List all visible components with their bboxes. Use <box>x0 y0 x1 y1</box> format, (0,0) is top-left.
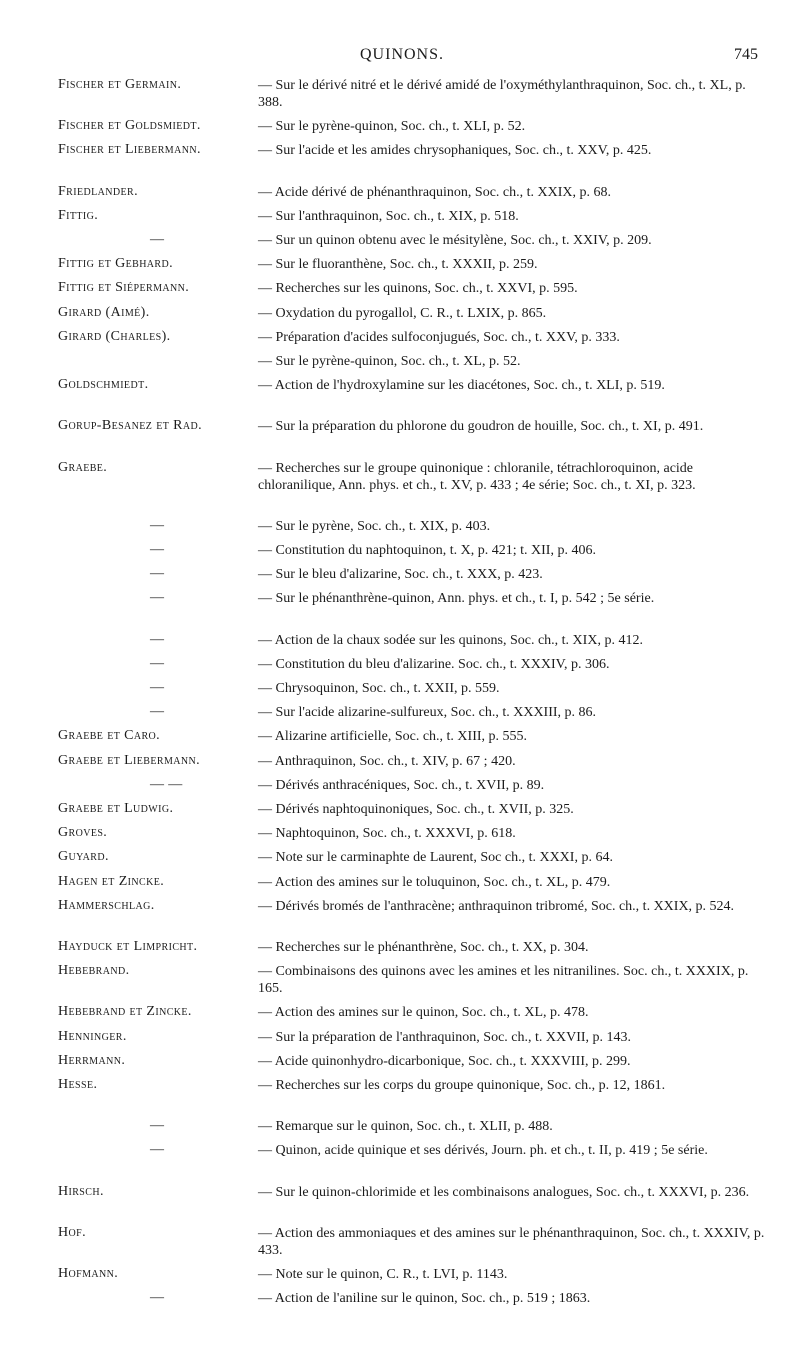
entry-author: Hirsch. <box>58 1183 104 1199</box>
entry-text: — Préparation d'acides sulfoconjugués, Soc. ch., t. XXV, p. 333. <box>258 329 620 345</box>
entry-author: Hayduck et Limpricht. <box>58 939 198 954</box>
entry-text: — Sur la préparation du phlorone du goudron de houille, Soc. ch., t. XI, p. 491. <box>258 419 704 435</box>
entry-author: — — <box>150 776 183 792</box>
entry-text: — Recherches sur le groupe quinonique : chloranile, tétrachloroquinon, acide chloranilique, Ann. phys. et ch., t. XV, p. 433 ; 4e série; Soc. ch., t. XI, p. 323. <box>258 460 696 493</box>
running-title: QUINONS. <box>360 46 444 63</box>
bibliography-entry <box>0 377 800 402</box>
entry-author: Graebe. <box>58 459 108 475</box>
entry-author: Fittig et Gebhard. <box>58 256 174 272</box>
bibliography-entry <box>0 898 800 923</box>
entry-text: — Remarque sur le quinon, Soc. ch., t. XLII, p. 488. <box>258 1119 553 1135</box>
bibliography-entry <box>0 1184 800 1209</box>
entry-text: — Action de l'aniline sur le quinon, Soc. ch., p. 519 ; 1863. <box>258 1291 591 1307</box>
entry-author: Hammerschlag. <box>58 897 155 913</box>
entry-author: Goldschmiedt. <box>58 377 149 393</box>
bibliography-entry <box>0 1029 800 1054</box>
entry-text: — Sur l'acide alizarine-sulfureux, Soc. ch., t. XXXIII, p. 86. <box>258 705 597 721</box>
bibliography-entry <box>0 963 800 997</box>
entry-text: — Dérivés anthracéniques, Soc. ch., t. XVII, p. 89. <box>258 777 545 793</box>
entry-author: Herrmann. <box>58 1052 126 1068</box>
entry-text: — Sur le quinon-chlorimide et les combinaisons analogues, Soc. ch., t. XXXVI, p. 236. <box>258 1184 750 1200</box>
bibliography-entry <box>0 280 800 305</box>
bibliography-entry <box>0 353 800 378</box>
entry-author: Groves. <box>58 825 108 841</box>
bibliography-entry <box>0 704 800 729</box>
entry-author: Graebe et Liebermann. <box>58 752 201 768</box>
entry-text: — Sur un quinon obtenu avec le mésitylène, Soc. ch., t. XXIV, p. 209. <box>258 233 652 248</box>
bibliography-entry <box>0 849 800 874</box>
bibliography-entry <box>0 459 800 493</box>
entry-text: — Action de l'hydroxylamine sur les diacétones, Soc. ch., t. XLI, p. 519. <box>258 378 665 394</box>
entry-text: — Constitution du bleu d'alizarine. Soc. ch., t. XXXIV, p. 306. <box>258 656 610 672</box>
bibliography-entry <box>0 753 800 778</box>
entry-author: Hofmann. <box>58 1266 119 1281</box>
entry-text: — Sur le dérivé nitré et le dérivé amidé de l'oxyméthylanthraquinon, Soc. ch., t. XL, p. 388. <box>258 78 746 110</box>
page-header <box>0 44 800 72</box>
bibliography-entry <box>0 542 800 567</box>
entry-author: Fischer et Liebermann. <box>58 142 201 158</box>
bibliography-entry <box>0 1004 800 1029</box>
bibliography-entry <box>0 825 800 850</box>
bibliography-entry <box>0 77 800 110</box>
entry-author: — <box>150 680 165 695</box>
entry-text: — Sur l'anthraquinon, Soc. ch., t. XIX, p. 518. <box>258 208 519 224</box>
bibliography-entry <box>0 656 800 681</box>
bibliography-entry <box>0 329 800 354</box>
bibliography-entry <box>0 1118 800 1143</box>
entry-author: — <box>150 232 165 247</box>
entry-author: — <box>150 1142 165 1158</box>
bibliography-entry <box>0 1077 800 1102</box>
entry-author: Friedlander. <box>58 183 138 199</box>
entry-text: — Alizarine artificielle, Soc. ch., t. XIII, p. 555. <box>258 729 528 745</box>
entry-text: — Naphtoquinon, Soc. ch., t. XXXVI, p. 618. <box>258 826 516 842</box>
entry-text: — Dérivés naphtoquinoniques, Soc. ch., t. XVII, p. 325. <box>258 802 574 817</box>
entry-text: — Quinon, acide quinique et ses dérivés, Journ. ph. et ch., t. II, p. 419 ; 5e série. <box>258 1143 708 1159</box>
bibliography-entry <box>0 142 800 167</box>
entry-author: Hof. <box>58 1224 86 1240</box>
bibliography-entry <box>0 632 800 657</box>
bibliography-entry <box>0 208 800 233</box>
bibliography-entry <box>0 232 800 257</box>
entry-text: — Recherches sur le phénanthrène, Soc. ch., t. XX, p. 304. <box>258 940 589 955</box>
bibliography-entry <box>0 728 800 753</box>
bibliography-entry <box>0 184 800 209</box>
bibliography-entry <box>0 680 800 705</box>
entry-author: — <box>150 542 165 557</box>
entry-author: Hebebrand et Zincke. <box>58 1004 192 1020</box>
entry-author: — <box>150 704 165 720</box>
entry-text: — Oxydation du pyrogallol, C. R., t. LXIX, p. 865. <box>258 305 547 321</box>
entry-text: — Action des amines sur le toluquinon, Soc. ch., t. XL, p. 479. <box>258 874 611 890</box>
entry-author: — <box>150 1290 165 1306</box>
entry-author: — <box>150 566 165 582</box>
entry-author: Gorup-Besanez et Rad. <box>58 418 203 434</box>
bibliography-entry <box>0 1290 800 1315</box>
entry-author: Hesse. <box>58 1077 98 1092</box>
entry-author: — <box>150 631 165 647</box>
page-number: 745 <box>734 46 758 63</box>
entry-text: — Sur l'acide et les amides chrysophaniques, Soc. ch., t. XXV, p. 425. <box>258 143 652 159</box>
entry-text: — Recherches sur les quinons, Soc. ch., t. XXVI, p. 595. <box>258 281 578 297</box>
bibliography-entry <box>0 777 800 802</box>
entry-text: — Note sur le quinon, C. R., t. LVI, p. 1143. <box>258 1267 508 1282</box>
entry-text: — Acide quinonhydro-dicarbonique, Soc. ch., t. XXXVIII, p. 299. <box>258 1053 631 1069</box>
entry-text: — Sur le pyrène-quinon, Soc. ch., t. XL, p. 52. <box>258 354 521 369</box>
bibliography-entry <box>0 418 800 443</box>
entry-text: — Dérivés bromés de l'anthracène; anthraquinon tribromé, Soc. ch., t. XXIX, p. 524. <box>258 898 735 914</box>
bibliography-entry <box>0 1224 800 1258</box>
entry-author: Fischer et Goldsmiedt. <box>58 118 201 134</box>
bibliography-entry <box>0 874 800 899</box>
bibliography-entry <box>0 1053 800 1078</box>
bibliography-entry <box>0 118 800 143</box>
entry-author: — <box>150 590 165 606</box>
entry-author: Guyard. <box>58 849 109 865</box>
bibliography-entry <box>0 590 800 615</box>
entry-text: — Sur le fluoranthène, Soc. ch., t. XXXII, p. 259. <box>258 257 538 273</box>
entry-author: Fischer et Germain. <box>58 77 182 92</box>
entry-author: Girard (Charles). <box>58 328 171 344</box>
entry-author: Graebe et Caro. <box>58 728 161 744</box>
entry-text: — Combinaisons des quinons avec les amines et les nitranilines. Soc. ch., t. XXXIX, p. 165. <box>258 964 749 997</box>
entry-text: — Action des ammoniaques et des amines sur le phénanthraquinon, Soc. ch., t. XXXIV, p. 433. <box>258 1225 765 1258</box>
entry-text: — Sur la préparation de l'anthraquinon, Soc. ch., t. XXVII, p. 143. <box>258 1029 632 1045</box>
entry-text: — Recherches sur les corps du groupe quinonique, Soc. ch., p. 12, 1861. <box>258 1078 666 1093</box>
entry-text: — Action de la chaux sodée sur les quinons, Soc. ch., t. XIX, p. 412. <box>258 632 643 648</box>
entry-text: — Sur le pyrène-quinon, Soc. ch., t. XLI, p. 52. <box>258 119 526 135</box>
bibliography-entry <box>0 305 800 330</box>
entry-author: Fittig. <box>58 207 99 223</box>
entry-author: Hebebrand. <box>58 963 130 979</box>
entry-text: — Constitution du naphtoquinon, t. X, p. 421; t. XII, p. 406. <box>258 543 596 558</box>
bibliography-entry <box>0 1266 800 1291</box>
bibliography-entry <box>0 939 800 964</box>
entry-author: — <box>150 517 165 533</box>
entry-author: Fittig et Siépermann. <box>58 280 190 296</box>
bibliography-entry <box>0 801 800 826</box>
entry-author: — <box>150 655 165 671</box>
entry-text: — Anthraquinon, Soc. ch., t. XIV, p. 67 ; 420. <box>258 753 516 769</box>
entry-author: Girard (Aimé). <box>58 304 150 320</box>
bibliography-entry <box>0 1142 800 1167</box>
bibliography-entry <box>0 256 800 281</box>
entry-text: — Action des amines sur le quinon, Soc. ch., t. XL, p. 478. <box>258 1005 589 1021</box>
entry-author: Henninger. <box>58 1028 127 1044</box>
entry-author: Graebe et Ludwig. <box>58 801 174 816</box>
entry-text: — Sur le phénanthrène-quinon, Ann. phys. et ch., t. I, p. 542 ; 5e série. <box>258 591 655 607</box>
bibliography-entry <box>0 518 800 543</box>
entry-text: — Note sur le carminaphte de Laurent, Soc ch., t. XXXI, p. 64. <box>258 850 613 866</box>
entry-text: — Chrysoquinon, Soc. ch., t. XXII, p. 559. <box>258 681 500 696</box>
entry-author: — <box>150 1118 165 1134</box>
entry-text: — Sur le bleu d'alizarine, Soc. ch., t. XXX, p. 423. <box>258 567 543 583</box>
entry-author: Hagen et Zincke. <box>58 873 165 889</box>
entry-text: — Acide dérivé de phénanthraquinon, Soc. ch., t. XXIX, p. 68. <box>258 184 612 200</box>
bibliography-entry <box>0 566 800 591</box>
entry-text: — Sur le pyrène, Soc. ch., t. XIX, p. 403. <box>258 518 491 534</box>
